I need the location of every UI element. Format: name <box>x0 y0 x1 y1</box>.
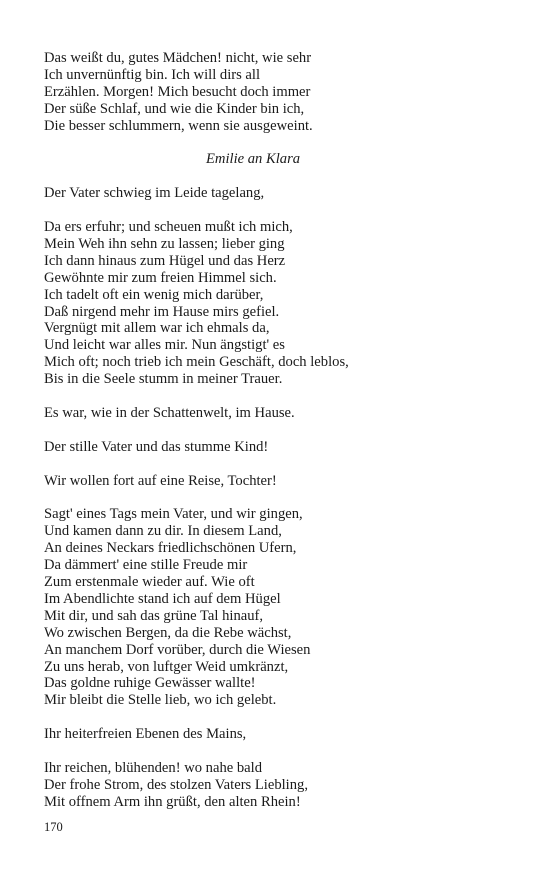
verse-line: Im Abendlichte stand ich auf dem Hügel <box>44 590 281 607</box>
verse-line: An manchem Dorf vorüber, durch die Wiesen <box>44 641 311 658</box>
verse-line: Erzählen. Morgen! Mich besucht doch immer <box>44 83 311 100</box>
verse-line: Der Vater schwieg im Leide tagelang, <box>44 185 265 202</box>
verse-line: Vergnügt mit allem war ich ehmals da, <box>44 320 270 337</box>
verse-line: Es war, wie in der Schattenwelt, im Hause. <box>44 404 295 421</box>
stanza <box>44 506 514 709</box>
page-number: 170 <box>44 820 63 834</box>
verse-line: Ich tadelt oft ein wenig mich darüber, <box>44 286 264 303</box>
stanza <box>44 405 514 422</box>
stanza <box>44 219 514 388</box>
verse-line: Da dämmert' eine stille Freude mir <box>44 557 248 574</box>
verse-line: Und kamen dann zu dir. In diesem Land, <box>44 523 282 540</box>
verse-line: Der süße Schlaf, und wie die Kinder bin ich, <box>44 100 305 117</box>
verse-line: Ihr heiterfreien Ebenen des Mains, <box>44 726 247 743</box>
verse-line: Wir wollen fort auf eine Reise, Tochter! <box>44 472 277 489</box>
stanza <box>44 473 514 490</box>
verse-line: Und leicht war alles mir. Nun ängstigt' es <box>44 337 285 354</box>
section-heading: Emilie an Klara <box>206 151 301 168</box>
stanza <box>44 760 514 811</box>
verse-line: Wo zwischen Bergen, da die Rebe wächst, <box>44 624 292 641</box>
verse-line: Da ers erfuhr; und scheuen mußt ich mich, <box>44 219 293 236</box>
stanza <box>44 185 514 202</box>
verse-line: Mein Weh ihn sehn zu lassen; lieber ging <box>44 235 285 252</box>
stanzas-after-heading <box>44 185 514 810</box>
verse-line: Mit offnem Arm ihn grüßt, den alten Rhein! <box>44 793 301 810</box>
verse-line: Das weißt du, gutes Mädchen! nicht, wie sehr <box>44 50 312 66</box>
verse-line: Der stille Vater und das stumme Kind! <box>44 438 269 455</box>
stanzas-before-heading <box>44 50 514 135</box>
verse-line: Daß nirgend mehr im Hause mirs gefiel. <box>44 303 280 320</box>
verse-line: Zu uns herab, von luftger Weid umkränzt, <box>44 658 289 675</box>
poem-text <box>44 50 514 828</box>
verse-line: Die besser schlummern, wenn sie ausgeweint. <box>44 117 313 134</box>
verse-line: Mit dir, und sah das grüne Tal hinauf, <box>44 607 264 624</box>
verse-line: Bis in die Seele stumm in meiner Trauer. <box>44 371 283 388</box>
verse-line: Ich unvernünftig bin. Ich will dirs all <box>44 66 261 83</box>
verse-line: Mir bleibt die Stelle lieb, wo ich gelebt. <box>44 692 277 709</box>
verse-line: Der frohe Strom, des stolzen Vaters Liebling, <box>44 776 308 793</box>
verse-line: Das goldne ruhige Gewässer wallte! <box>44 675 256 692</box>
stanza <box>44 50 514 135</box>
verse-line: An deines Neckars friedlichschönen Ufern, <box>44 540 297 557</box>
verse-line: Ihr reichen, blühenden! wo nahe bald <box>44 759 263 776</box>
verse-line: Ich dann hinaus zum Hügel und das Herz <box>44 252 286 269</box>
stanza <box>44 726 514 743</box>
verse-line: Sagt' eines Tags mein Vater, und wir gingen, <box>44 506 303 523</box>
verse-line: Gewöhnte mir zum freien Himmel sich. <box>44 269 277 286</box>
verse-line: Zum erstenmale wieder auf. Wie oft <box>44 573 255 590</box>
verse-line: Mich oft; noch trieb ich mein Geschäft, doch leblos, <box>44 354 349 371</box>
stanza <box>44 439 514 456</box>
